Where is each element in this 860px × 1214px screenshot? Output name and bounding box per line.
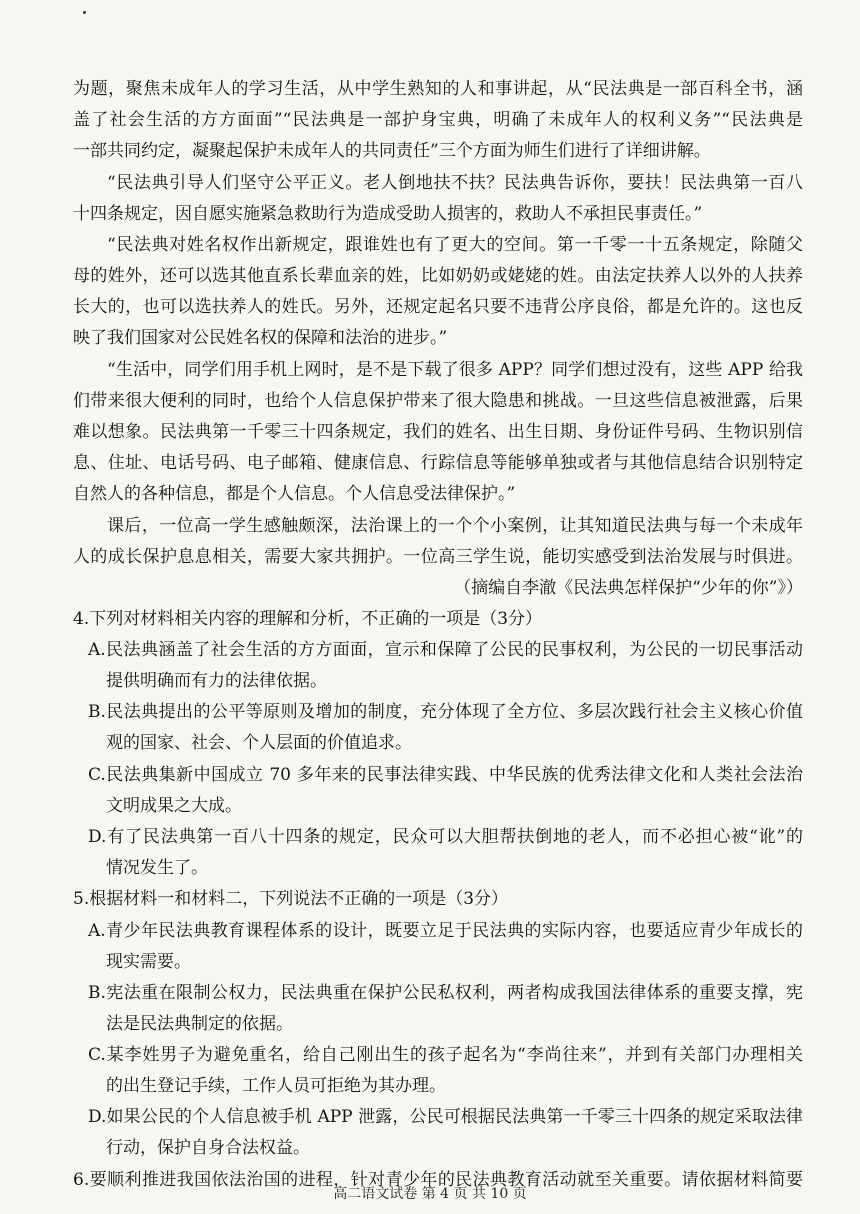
question-4-option-c: 文明成果之大成。 xyxy=(106,796,242,816)
passage-line: 自然人的各种信息，都是个人信息。个人信息受法律保护。” xyxy=(73,484,516,504)
question-5-option-d: D.如果公民的个人信息被手机 APP 泄露，公民可根据民法典第一千零三十四条的规定采取法律 xyxy=(88,1107,803,1127)
passage-line: “民法典对姓名权作出新规定，跟谁姓也有了更大的空间。第一千零一十五条规定，除随父 xyxy=(107,235,803,255)
passage-line: 母的姓外，还可以选其他直系长辈血亲的姓，比如奶奶或姥姥的姓。由法定扶养人以外的人扶养 xyxy=(73,266,803,286)
passage-line: 一部共同约定，凝聚起保护未成年人的共同责任”三个方面为师生们进行了详细讲解。 xyxy=(73,141,711,161)
question-5-option-c: C.某李姓男子为避免重名，给自己刚出生的孩子起名为“李尚往来”，并到有关部门办理相关 xyxy=(88,1045,803,1065)
passage-line: “生活中，同学们用手机上网时，是不是下载了很多 APP？同学们想过没有，这些 APP 给我 xyxy=(107,360,803,380)
question-4-stem: 4.下列对材料相关内容的理解和分析，不正确的一项是（3分） xyxy=(73,609,543,629)
question-5-option-a: A.青少年民法典教育课程体系的设计，既要立足于民法典的实际内容，也要适应青少年成长的 xyxy=(88,921,803,941)
passage-line: “民法典引导人们坚守公平正义。老人倒地扶不扶？民法典告诉你，要扶！民法典第一百八 xyxy=(107,173,803,193)
source-citation: （摘编自李澈《民法典怎样保护“少年的你”》） xyxy=(454,578,803,598)
passage-line: 映了我们国家对公民姓名权的保障和法治的进步。” xyxy=(73,328,448,348)
question-4-option-c: C.民法典集新中国成立 70 多年来的民事法律实践、中华民族的优秀法律文化和人类社会法治 xyxy=(88,765,803,785)
question-6-stem: 6.要顺利推进我国依法治国的进程，针对青少年的民法典教育活动就至关重要。请依据材料简要 xyxy=(73,1170,803,1190)
passage-line: 人的成长保护息息相关，需要大家共拥护。一位高三学生说，能切实感受到法治发展与时俱进。 xyxy=(73,547,803,567)
question-5-option-b: 法是民法典制定的依据。 xyxy=(106,1014,293,1034)
question-5-option-a: 现实需要。 xyxy=(106,952,191,972)
passage-line: 们带来很大便利的同时，也给个人信息保护带来了很大隐患和挑战。一旦这些信息被泄露，后果 xyxy=(73,391,803,411)
question-5-stem: 5.根据材料一和材料二，下列说法不正确的一项是（3分） xyxy=(73,889,509,909)
passage-line: 为题，聚焦未成年人的学习生活，从中学生熟知的人和事讲起，从“民法典是一部百科全书，涵 xyxy=(73,79,803,99)
question-5-option-d: 行动，保护自身合法权益。 xyxy=(106,1138,310,1158)
scan-mark xyxy=(83,11,86,14)
question-5-option-b: B.宪法重在限制公权力，民法典重在保护公民私权利，两者构成我国法律体系的重要支撑，宪 xyxy=(88,983,803,1003)
question-4-option-d: D.有了民法典第一百八十四条的规定，民众可以大胆帮扶倒地的老人，而不必担心被“讹”的 xyxy=(88,827,803,847)
question-4-option-d: 情况发生了。 xyxy=(106,858,208,878)
question-4-option-b: B.民法典提出的公平等原则及增加的制度，充分体现了全方位、多层次践行社会主义核心价值 xyxy=(88,702,803,722)
question-4-option-a: A.民法典涵盖了社会生活的方方面面，宣示和保障了公民的民事权利，为公民的一切民事活动 xyxy=(88,640,803,660)
question-5-option-c: 的出生登记手续，工作人员可拒绝为其办理。 xyxy=(106,1076,446,1096)
passage-line: 息、住址、电话号码、电子邮箱、健康信息、行踪信息等能够单独或者与其他信息结合识别特定 xyxy=(73,453,803,473)
passage-line: 十四条规定，因自愿实施紧急救助行为造成受助人损害的，救助人不承担民事责任。” xyxy=(73,204,703,224)
passage-line: 长大的，也可以选扶养人的姓氏。另外，还规定起名只要不违背公序良俗，都是允许的。这也反 xyxy=(73,297,803,317)
page-footer: 高二语文试卷 第 4 页 共 10 页 xyxy=(333,1186,527,1202)
passage-line: 盖了社会生活的方方面面”“民法典是一部护身宝典，明确了未成年人的权利义务”“民法典是 xyxy=(73,110,803,130)
passage-line: 难以想象。民法典第一千零三十四条规定，我们的姓名、出生日期、身份证件号码、生物识别信 xyxy=(73,422,803,442)
question-4-option-b: 观的国家、社会、个人层面的价值追求。 xyxy=(106,733,412,753)
passage-line: 课后，一位高一学生感触颇深，法治课上的一个个小案例，让其知道民法典与每一个未成年 xyxy=(107,516,803,536)
question-4-option-a: 提供明确而有力的法律依据。 xyxy=(106,671,327,691)
